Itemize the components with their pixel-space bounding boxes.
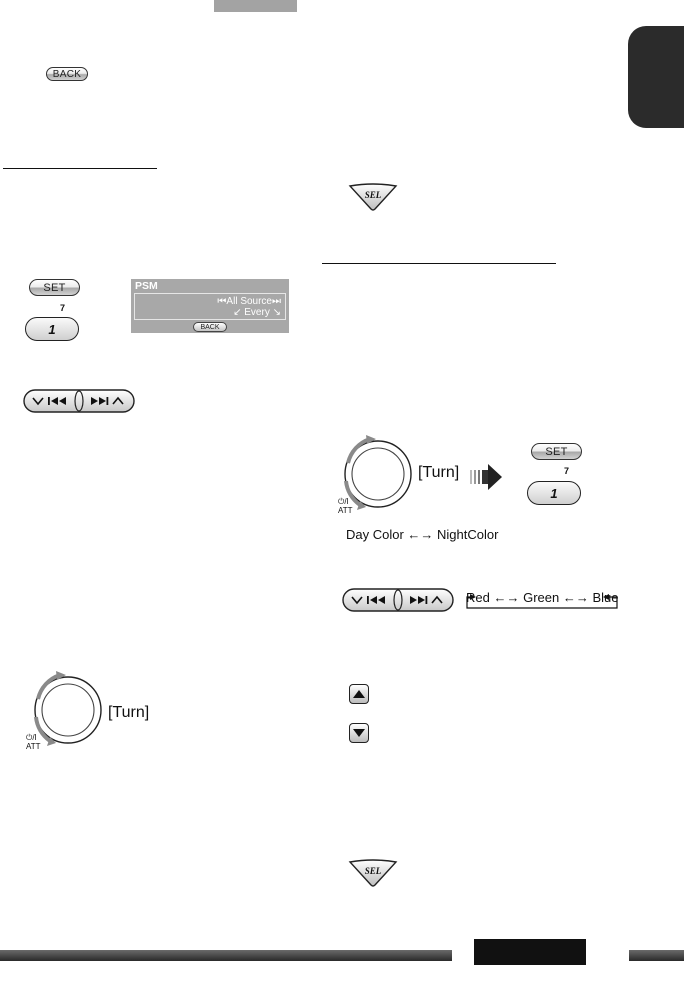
number-1-button[interactable]	[25, 317, 79, 341]
top-gray-tab	[214, 0, 297, 12]
number-1-label-right: 1	[550, 485, 558, 501]
footer-bar-right	[629, 950, 684, 961]
color-cycle-diagram	[466, 588, 618, 610]
day-night-color-text: Day Color ←→ NightColor	[346, 527, 499, 542]
arrow-down-icon	[353, 729, 365, 737]
number-1-label: 1	[48, 321, 56, 337]
color-arrow-1: ←→	[493, 590, 520, 605]
psm-display	[131, 279, 289, 333]
att-label: ATT	[26, 742, 41, 751]
set-button[interactable]: SET	[29, 279, 80, 296]
power-label-right: ⏻/I	[338, 497, 349, 506]
arrow-up-icon	[353, 690, 365, 698]
back-button[interactable]: BACK	[46, 67, 88, 81]
psm-display-inner	[134, 293, 286, 320]
footer-page-block	[474, 939, 586, 965]
turn-label: [Turn]	[108, 704, 150, 721]
sel-button-icon	[348, 182, 398, 212]
color-green: Green	[523, 590, 560, 605]
control-dial-icon	[28, 669, 108, 751]
number-key-superscript-right: 7	[564, 466, 570, 476]
turn-label-right: [Turn]	[418, 464, 460, 481]
up-button[interactable]	[349, 684, 369, 704]
seek-buttons-right-icon	[342, 588, 454, 612]
color-red: Red	[466, 590, 490, 605]
psm-row-1: ⏮All Source⏭	[217, 296, 281, 307]
psm-title: PSM	[135, 280, 158, 292]
color-cycle-words	[466, 590, 618, 605]
att-label-right: ATT	[338, 506, 353, 515]
down-button[interactable]	[349, 723, 369, 743]
set-button-right[interactable]: SET	[531, 443, 582, 460]
section-rule-right	[322, 263, 556, 264]
number-key-superscript: 7	[60, 303, 66, 313]
language-side-tab	[628, 26, 684, 128]
psm-back-indicator: BACK	[193, 322, 227, 332]
number-1-button-right[interactable]	[527, 481, 581, 505]
seek-buttons[interactable]	[23, 389, 135, 418]
color-arrow-2: ←→	[562, 590, 589, 605]
sel-button[interactable]	[348, 182, 398, 217]
sel-button-bottom[interactable]	[348, 858, 398, 893]
power-label: ⏻/I	[26, 733, 37, 742]
right-arrow-icon	[470, 462, 504, 492]
next-step-arrow	[470, 462, 504, 497]
sel-label: SEL	[364, 190, 382, 200]
section-rule-left	[3, 168, 157, 169]
sel-button-bottom-icon	[348, 858, 398, 888]
sel-label-bottom: SEL	[364, 866, 382, 876]
footer-bar-left	[0, 950, 452, 961]
seek-buttons-icon	[23, 389, 135, 413]
color-blue: Blue	[592, 590, 619, 605]
seek-buttons-right[interactable]	[342, 588, 454, 617]
psm-row-2: ↙ Every ↘	[233, 307, 281, 318]
